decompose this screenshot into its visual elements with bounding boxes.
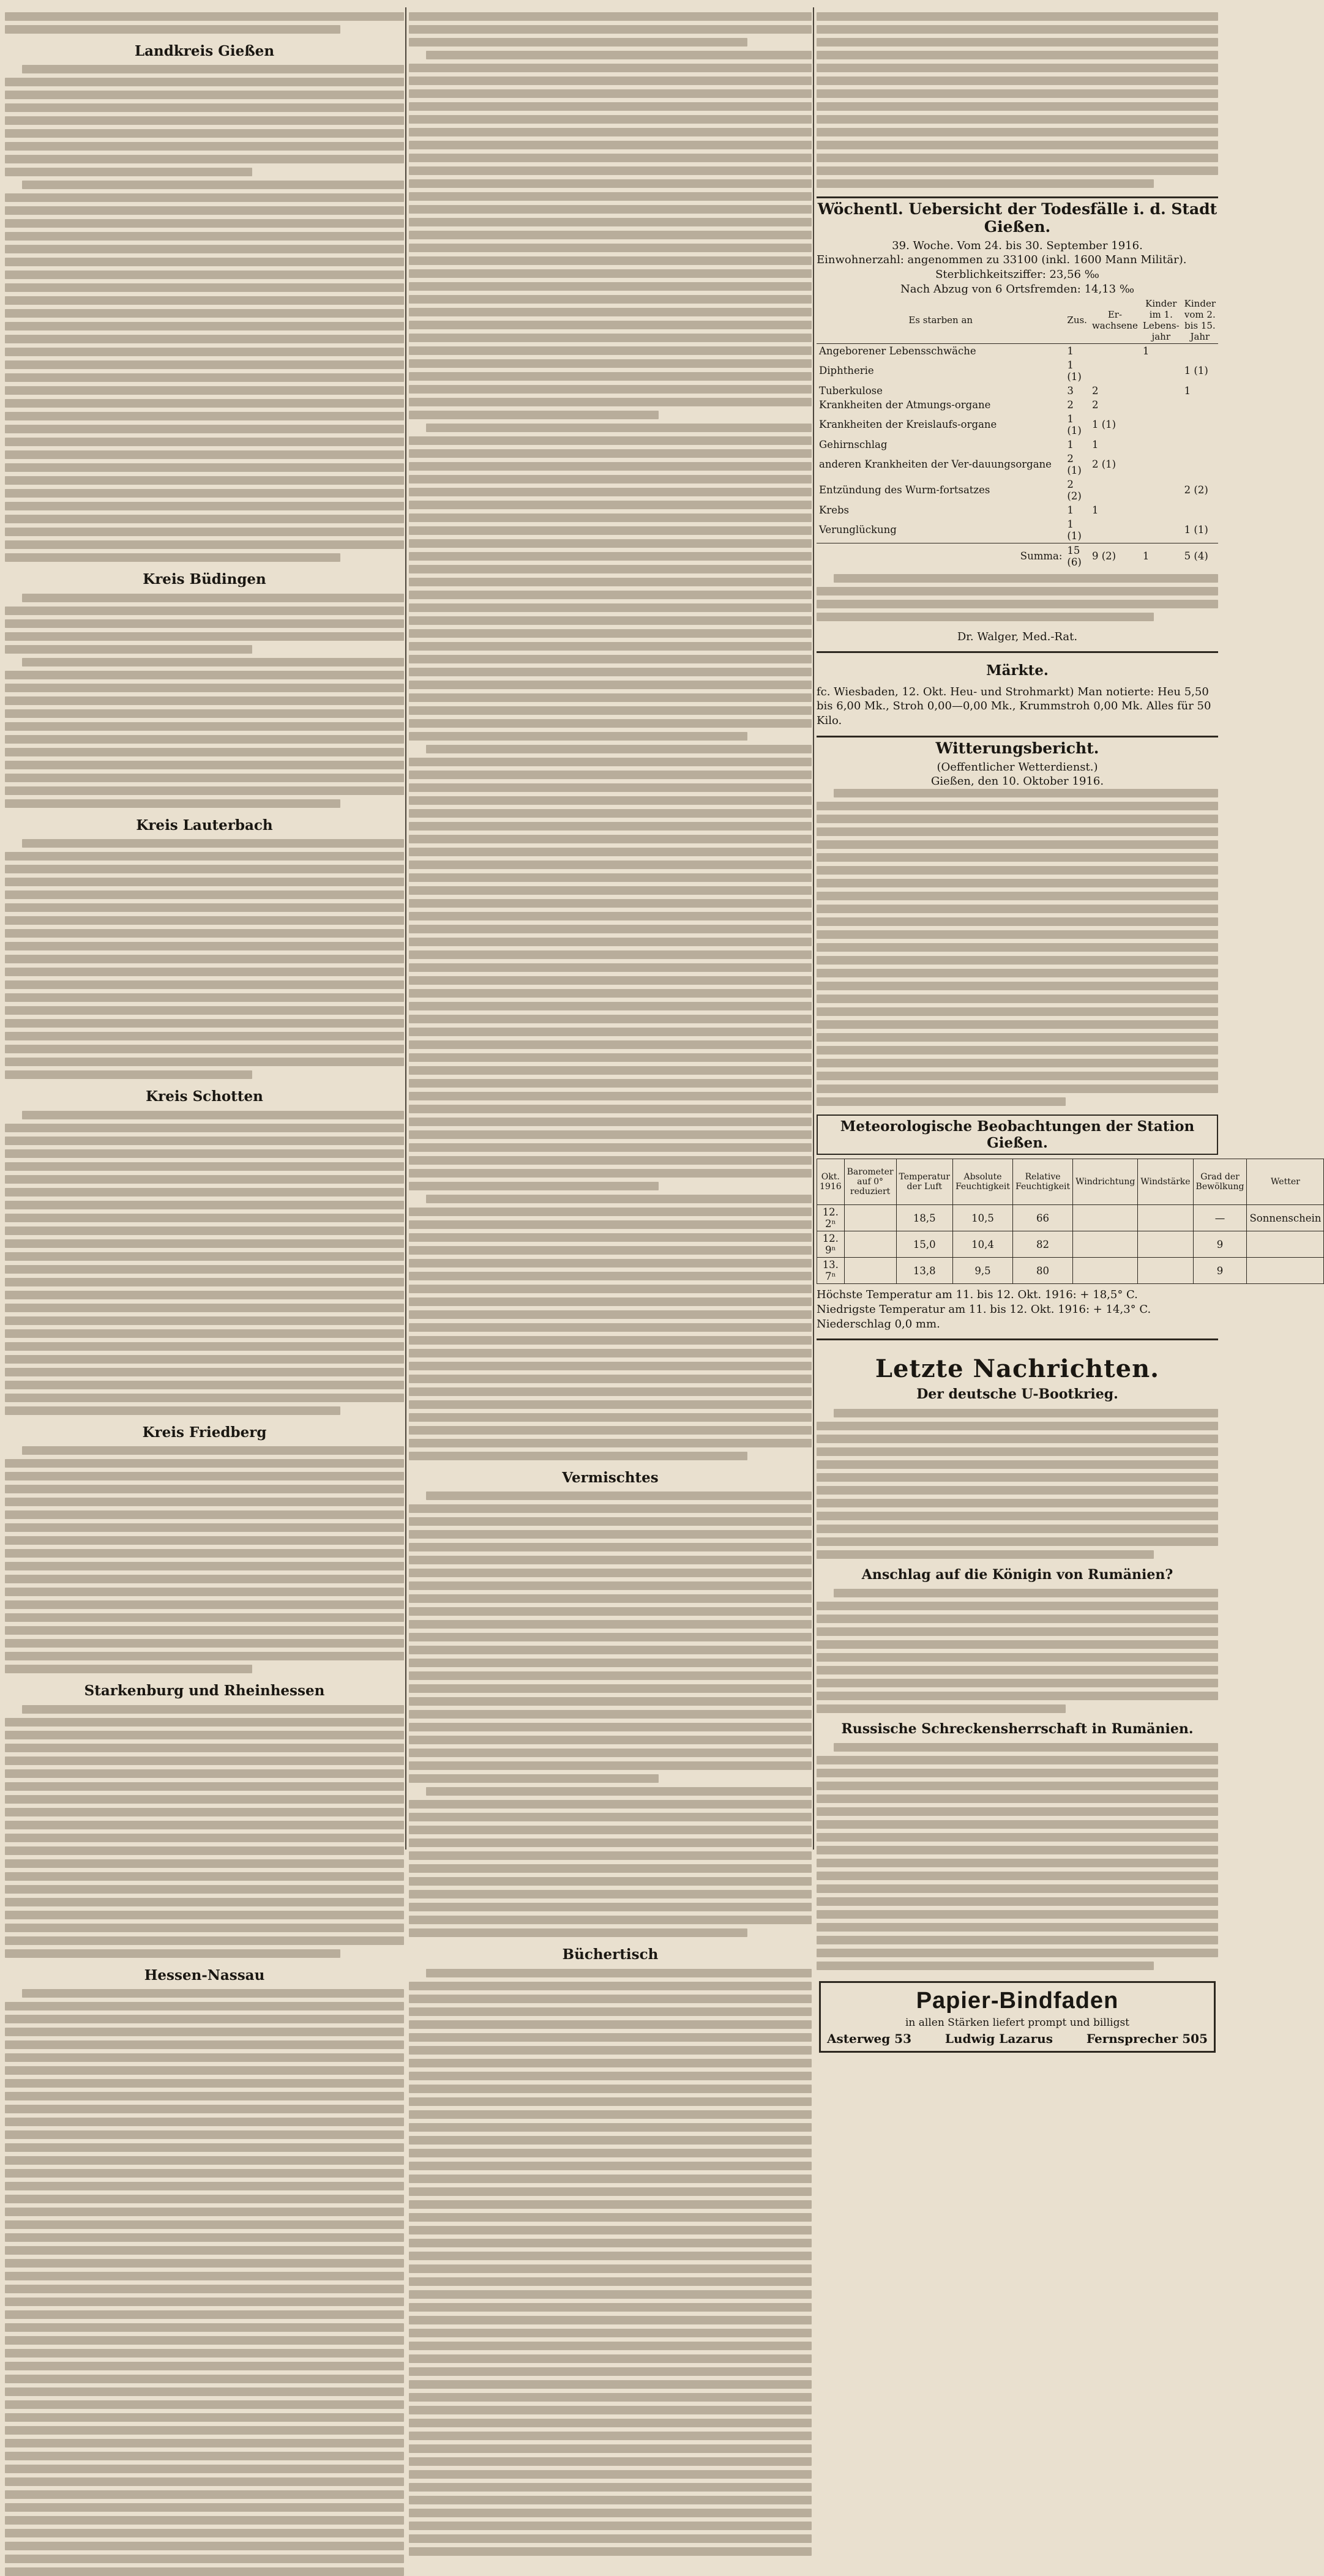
- article-text: [5, 839, 404, 1079]
- article-text: [817, 12, 1218, 188]
- weather-dateline: Gießen, den 10. Oktober 1916.: [930, 775, 1104, 788]
- article-text: [5, 594, 404, 808]
- article-text: [817, 1743, 1218, 1970]
- deaths-population: Einwohnerzahl: angenommen zu 33100 (inkl. 1600 Mann Militär).: [817, 253, 1187, 267]
- market-report: fc. Wiesbaden, 12. Okt. Heu- und Strohmarkt) Man notierte: Heu 5,50 bis 6,00 Mk., Stroh 0,00—0,00 Mk., Krummstroh 0,00 Mk. Alles für 50 Kilo.: [817, 685, 1211, 728]
- section-heading: Landkreis Gießen: [134, 43, 275, 59]
- table-row: 12. 2ⁿ 18,5 10,5 66 — Sonnenschein: [817, 1205, 1324, 1231]
- meteo-min: Niedrigste Temperatur am 11. bis 12. Okt. 1916: + 14,3° C.: [817, 1302, 1151, 1316]
- article-text: [817, 789, 1218, 1106]
- article-text: [5, 12, 404, 34]
- article-text: [5, 1989, 404, 2576]
- article-text: [817, 1409, 1218, 1559]
- article-text: [409, 1969, 812, 2556]
- column-rule: [813, 7, 814, 1850]
- article-text: [5, 1705, 404, 1958]
- ad-tagline: in allen Stärken liefert prompt und billigst: [905, 2017, 1130, 2029]
- table-row: Angeborener Lebensschwäche 1 1: [819, 345, 1150, 357]
- section-heading: Russische Schreckensherrschaft in Rumänien.: [841, 1721, 1194, 1738]
- table-row: 13. 7ⁿ 13,8 9,5 80 9: [817, 1258, 1324, 1284]
- ad-address: Asterweg 53: [827, 2031, 911, 2047]
- table-row: Diphtherie 1 (1) 1 (1): [819, 359, 1208, 383]
- section-heading: Hessen-Nassau: [144, 1966, 265, 1984]
- table-row: 12. 9ⁿ 15,0 10,4 82 9: [817, 1231, 1324, 1258]
- article-text: [817, 1589, 1218, 1713]
- article-text: [817, 574, 1218, 621]
- section-heading: Anschlag auf die Königin von Rumänien?: [861, 1566, 1173, 1583]
- advertisement: [819, 1981, 1216, 2053]
- table-row: Gehirnschlag 1 1: [819, 438, 1099, 450]
- deaths-mortality: Sterblichkeitsziffer: 23,56 ‰: [935, 268, 1099, 281]
- ad-phone: Fernsprecher 505: [1086, 2031, 1208, 2047]
- article-text: [5, 1111, 404, 1415]
- section-heading: Kreis Schotten: [146, 1088, 263, 1105]
- table-row: Krankheiten der Kreislaufs-organe 1 (1) 1 (1): [819, 413, 1116, 436]
- article-text: [409, 1491, 812, 1937]
- column-3: [817, 12, 1322, 2047]
- deaths-week: 39. Woche. Vom 24. bis 30. September 1916.: [892, 239, 1143, 252]
- ad-brand: Papier-Bindfaden: [916, 1988, 1119, 2014]
- section-heading: Starkenburg und Rheinhessen: [84, 1682, 325, 1700]
- column-rule: [405, 7, 406, 1850]
- table-row: Verunglückung 1 (1) 1 (1): [819, 518, 1208, 542]
- weather-subtitle: (Oeffentlicher Wetterdienst.): [937, 760, 1098, 774]
- column-2: [409, 12, 812, 1963]
- table-row: Krebs 1 1: [819, 504, 1099, 516]
- meteo-title: Meteorologische Beobachtungen der Station Gießen.: [817, 1114, 1218, 1155]
- table-row: Tuberkulose 3 2 1: [819, 384, 1191, 397]
- section-heading: Kreis Lauterbach: [136, 816, 273, 834]
- latest-news-title: Letzte Nachrichten.: [875, 1354, 1160, 1384]
- section-heading: Märkte.: [986, 662, 1049, 679]
- section-heading: Witterungsbericht.: [935, 739, 1099, 757]
- article-text: [5, 1446, 404, 1673]
- article-text: [409, 12, 812, 1460]
- meteo-max: Höchste Temperatur am 11. bis 12. Okt. 1916: + 18,5° C.: [817, 1288, 1138, 1302]
- article-text: [5, 65, 404, 562]
- section-heading: Kreis Büdingen: [143, 571, 266, 588]
- section-heading: Büchertisch: [562, 1946, 659, 1963]
- section-heading: Kreis Friedberg: [142, 1424, 267, 1441]
- table-total-row: Summa: 15 (6) 9 (2) 1 5 (4): [817, 543, 1218, 569]
- table-row: anderen Krankheiten der Ver-dauungsorgane 2 (1) 2 (1): [819, 452, 1116, 476]
- deaths-mortality-local: Nach Abzug von 6 Ortsfremden: 14,13 ‰: [900, 282, 1134, 296]
- ad-firm: Ludwig Lazarus: [944, 2031, 1053, 2047]
- column-1: [5, 12, 404, 1984]
- deaths-table: Es starben an Zus. Er-wachsene Kinder im 1. Lebens-jahr Kinder vom 2. bis 15. Jahr Angeborener Lebensschwäche 1 1 Diphtherie 1 (1) 1 (1) Tuberkulose 3 2 1 Krankheiten der Atmungs-organe 2 2 Krankheiten der Kreislaufs-organe 1 (1) 1 (1) Gehirnschlag 1 1 anderen Krankheiten der Ver-dauungsorgane 2 (1) 2 (1) Entzündung des Wurm-fortsatzes 2 (2) 2 (2) Krebs 1 1 Verunglückung 1 (1) 1 (1) Summa: 15 (6) 9 (2) 1 5 (4): [817, 297, 1218, 569]
- deaths-signature: Dr. Walger, Med.-Rat.: [957, 630, 1078, 643]
- table-row: Krankheiten der Atmungs-organe 2 2: [819, 398, 1099, 411]
- deaths-title: Wöchentl. Uebersicht der Todesfälle i. d. Stadt Gießen.: [817, 200, 1217, 236]
- meteo-table: Okt. 1916 Barometer auf 0° reduziert Temperatur der Luft Absolute Feuchtigkeit Relative Feuchtigkeit Windrichtung Windstärke Grad der Bewölkung Wetter 12. 2ⁿ 18,5 10,5 66 — Sonnenschein 12. 9ⁿ 15,0 10,4 82 9 13. 7ⁿ 13,8 9,5 80 9: [817, 1159, 1324, 1284]
- meteo-precipitation: Niederschlag 0,0 mm.: [817, 1317, 940, 1331]
- section-heading: Der deutsche U-Bootkrieg.: [916, 1386, 1118, 1403]
- section-heading: Vermischtes: [562, 1469, 659, 1486]
- table-row: Entzündung des Wurm-fortsatzes 2 (2) 2 (2): [819, 478, 1208, 502]
